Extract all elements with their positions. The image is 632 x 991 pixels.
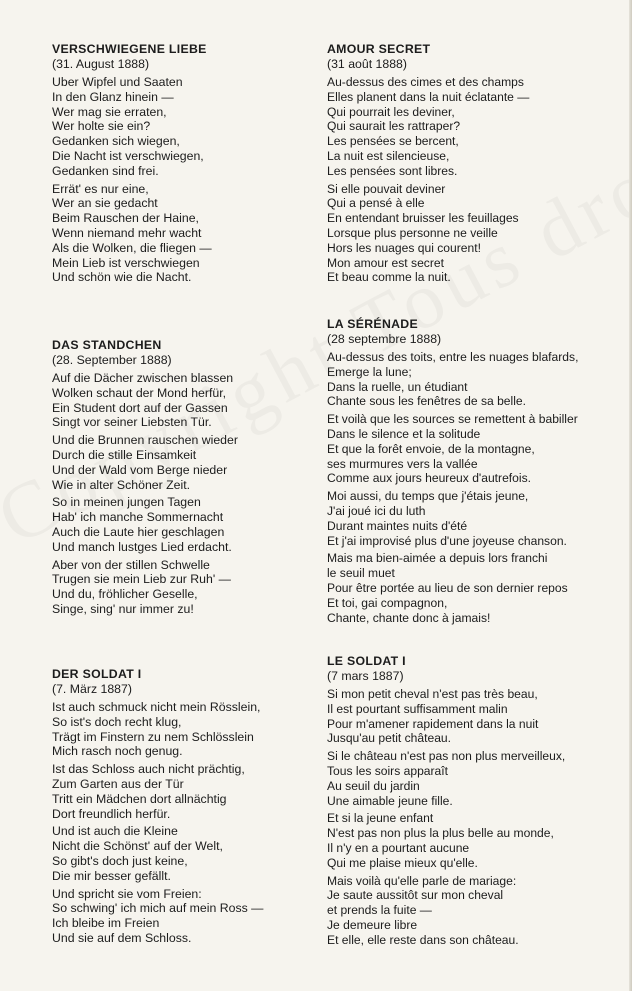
verse-line: Et beau comme la nuit. [327,270,451,285]
verse-line: Und manch lustges Lied erdacht. [52,539,232,554]
verse-line: Ein Student dort auf der Gassen [52,400,228,415]
verse-line: et prends la fuite — [327,903,432,918]
verse-line: Und sie auf dem Schloss. [52,930,192,945]
verse-line: Mais ma bien-aimée a depuis lors franchi [327,551,548,566]
verse-line: Mein Lieb ist verschwiegen [52,255,200,270]
verse-line: Il n'y en a pourtant aucune [327,840,470,855]
stanza [52,762,342,821]
verse-line: Au seuil du jardin [327,778,420,793]
verse-line: Hors les nuages qui courent! [327,240,481,255]
verse-line: Jusqu'au petit château. [327,731,452,746]
verse-line: Si le château n'est pas non plus merveilleux, [327,749,566,764]
poem-title: VERSCHWIEGENE LIEBE [52,42,207,56]
verse-line: Et que la forêt envoie, de la montagne, [327,441,535,456]
verse-line: Beim Rauschen der Haine, [52,211,199,226]
verse-line: Aber von der stillen Schwelle [52,557,210,572]
verse-line: Singt vor seiner Liebsten Tür. [52,415,212,430]
stanza [327,489,617,548]
stanza [327,182,617,286]
verse-line: Je saute aussitôt sur mon cheval [327,888,504,903]
stanza [327,551,617,625]
verse-line: So ist's doch recht klug, [52,714,182,729]
verse-line: Auch die Laute hier geschlagen [52,524,225,539]
poem-date: (31 août 1888) [327,57,407,71]
verse-line: Und der Wald vom Berge nieder [52,462,228,477]
stanza [52,75,342,179]
stanza [52,700,342,759]
verse-line: Zum Garten aus der Tür [52,776,184,791]
verse-line: Trägt im Finstern zu nem Schlösslein [52,729,254,744]
poem-date: (31. August 1888) [52,57,150,71]
stanza [327,350,617,409]
poem-la-serenade [327,317,617,628]
verse-line: Und du, fröhlicher Geselle, [52,587,198,602]
verse-line: Chante, chante donc à jamais! [327,610,491,625]
verse-line: Gedanken sind frei. [52,163,159,178]
verse-line: Ich bleibe im Freien [52,916,160,931]
verse-line: Mich rasch noch genug. [52,744,183,759]
verse-line: Und ist auch die Kleine [52,824,178,839]
poem-date: (28. September 1888) [52,353,172,367]
stanza [327,412,617,486]
verse-line: Les pensées sont libres. [327,163,458,178]
verse-line: Durant maintes nuits d'été [327,518,468,533]
poem-le-soldat [327,654,617,951]
stanza [327,687,617,746]
verse-line: Hab' ich manche Sommernacht [52,510,224,525]
poem-title: LE SOLDAT I [327,654,406,668]
verse-line: Auf die Dächer zwischen blassen [52,371,234,385]
stanza [327,75,617,179]
verse-line: Et elle, elle reste dans son château. [327,932,519,947]
stanza [327,874,617,948]
verse-line: So gibt's doch just keine, [52,853,188,868]
verse-line: Wie in alter Schöner Zeit. [52,477,191,492]
verse-line: Wenn niemand mehr wacht [52,225,202,240]
verse-line: Tous les soirs apparaît [327,763,448,778]
verse-line: Dort freundlich herfür. [52,806,171,821]
poem-der-soldat [52,667,342,949]
verse-line: Ist das Schloss auch nicht prächtig, [52,762,245,777]
verse-line: Gedanken sich wiegen, [52,134,180,149]
poem-title: AMOUR SECRET [327,42,431,56]
verse-line: In den Glanz hinein — [52,89,174,104]
poem-amour-secret [327,42,617,288]
verse-line: So schwing' ich mich auf mein Ross — [52,901,264,916]
poem-title: DER SOLDAT I [52,667,142,681]
verse-line: La nuit est silencieuse, [327,148,450,163]
verse-line: Wer mag sie erraten, [52,104,167,119]
poem-title: DAS STANDCHEN [52,338,162,352]
poem-das-standchen [52,338,342,620]
verse-line: Trugen sie mein Lieb zur Ruh' — [52,572,231,587]
verse-line: Qui saurait les rattraper? [327,119,461,134]
verse-line: Und die Brunnen rauschen wieder [52,433,238,448]
verse-line: Il est pourtant suffisamment malin [327,701,508,716]
verse-line: Wer holte sie ein? [52,119,151,134]
verse-line: Als die Wolken, die fliegen — [52,240,212,255]
verse-line: Qui me plaise mieux qu'elle. [327,855,478,870]
verse-line: Chante sous les fenêtres de sa belle. [327,394,526,409]
poem-date: (28 septembre 1888) [327,332,442,346]
verse-line: Et toi, gai compagnon, [327,595,448,610]
verse-line: Mais voilà qu'elle parle de mariage: [327,873,517,888]
verse-line: Nicht die Schönst' auf der Welt, [52,839,223,854]
verse-line: Mon amour est secret [327,255,444,270]
verse-line: Comme aux jours heureux d'autrefois. [327,471,531,486]
verse-line: Elles planent dans la nuit éclatante — [327,89,530,104]
verse-line: N'est pas non plus la plus belle au monde, [327,826,554,841]
verse-line: Au-dessus des cimes et des champs [327,75,524,89]
verse-line: Dans le silence et la solitude [327,426,481,441]
verse-line: Pour m'amener rapidement dans la nuit [327,716,539,731]
verse-line: Et j'ai improvisé plus d'une joyeuse chanson. [327,533,567,548]
verse-line: Qui a pensé à elle [327,196,425,211]
stanza [327,749,617,808]
verse-line: Ist auch schmuck nicht mein Rösslein, [52,700,261,714]
verse-line: Die Nacht ist verschwiegen, [52,148,204,163]
verse-line: Et voilà que les sources se remettent à babiller [327,412,578,427]
verse-line: ses murmures vers la vallée [327,456,478,471]
verse-line: Moi aussi, du temps que j'étais jeune, [327,489,529,504]
stanza [52,495,342,554]
verse-line: Et si la jeune enfant [327,811,434,826]
verse-line: Wer an sie gedacht [52,196,158,211]
verse-line: Qui pourrait les deviner, [327,104,455,119]
verse-line: En entendant bruisser les feuillages [327,211,519,226]
verse-line: Emerge la lune; [327,364,412,379]
verse-line: Durch die stille Einsamkeit [52,447,197,462]
verse-line: Dans la ruelle, un étudiant [327,379,468,394]
verse-line: Wolken schaut der Mond herfür, [52,385,227,400]
verse-line: Singe, sing' nur immer zu! [52,601,194,616]
verse-line: Lorsque plus personne ne veille [327,225,498,240]
verse-line: Au-dessus des toits, entre les nuages blafards, [327,350,579,364]
poem-verschwiegene-liebe [52,42,342,288]
verse-line: Je demeure libre [327,917,418,932]
verse-line: J'ai joué ici du luth [327,503,426,518]
verse-line: Pour être portée au lieu de son dernier repos [327,580,568,595]
stanza [52,433,342,492]
stanza [52,887,342,946]
verse-line: Errät' es nur eine, [52,181,149,196]
verse-line: Und spricht sie vom Freien: [52,886,202,901]
stanza [52,182,342,286]
verse-line: Die mir besser gefällt. [52,868,171,883]
poem-date: (7. März 1887) [52,682,132,696]
stanza [52,824,342,883]
stanza [327,811,617,870]
poem-title: LA SÉRÉNADE [327,317,418,331]
verse-line: Und schön wie die Nacht. [52,270,192,285]
verse-line: Une aimable jeune fille. [327,793,453,808]
verse-line: So in meinen jungen Tagen [52,495,201,510]
stanza [52,371,342,430]
poem-date: (7 mars 1887) [327,669,404,683]
verse-line: Les pensées se bercent, [327,134,459,149]
verse-line: Si mon petit cheval n'est pas très beau, [327,687,538,701]
verse-line: Uber Wipfel und Saaten [52,75,183,89]
verse-line: le seuil muet [327,566,395,581]
verse-line: Si elle pouvait deviner [327,181,446,196]
verse-line: Tritt ein Mädchen dort allnächtig [52,791,227,806]
stanza [52,558,342,617]
